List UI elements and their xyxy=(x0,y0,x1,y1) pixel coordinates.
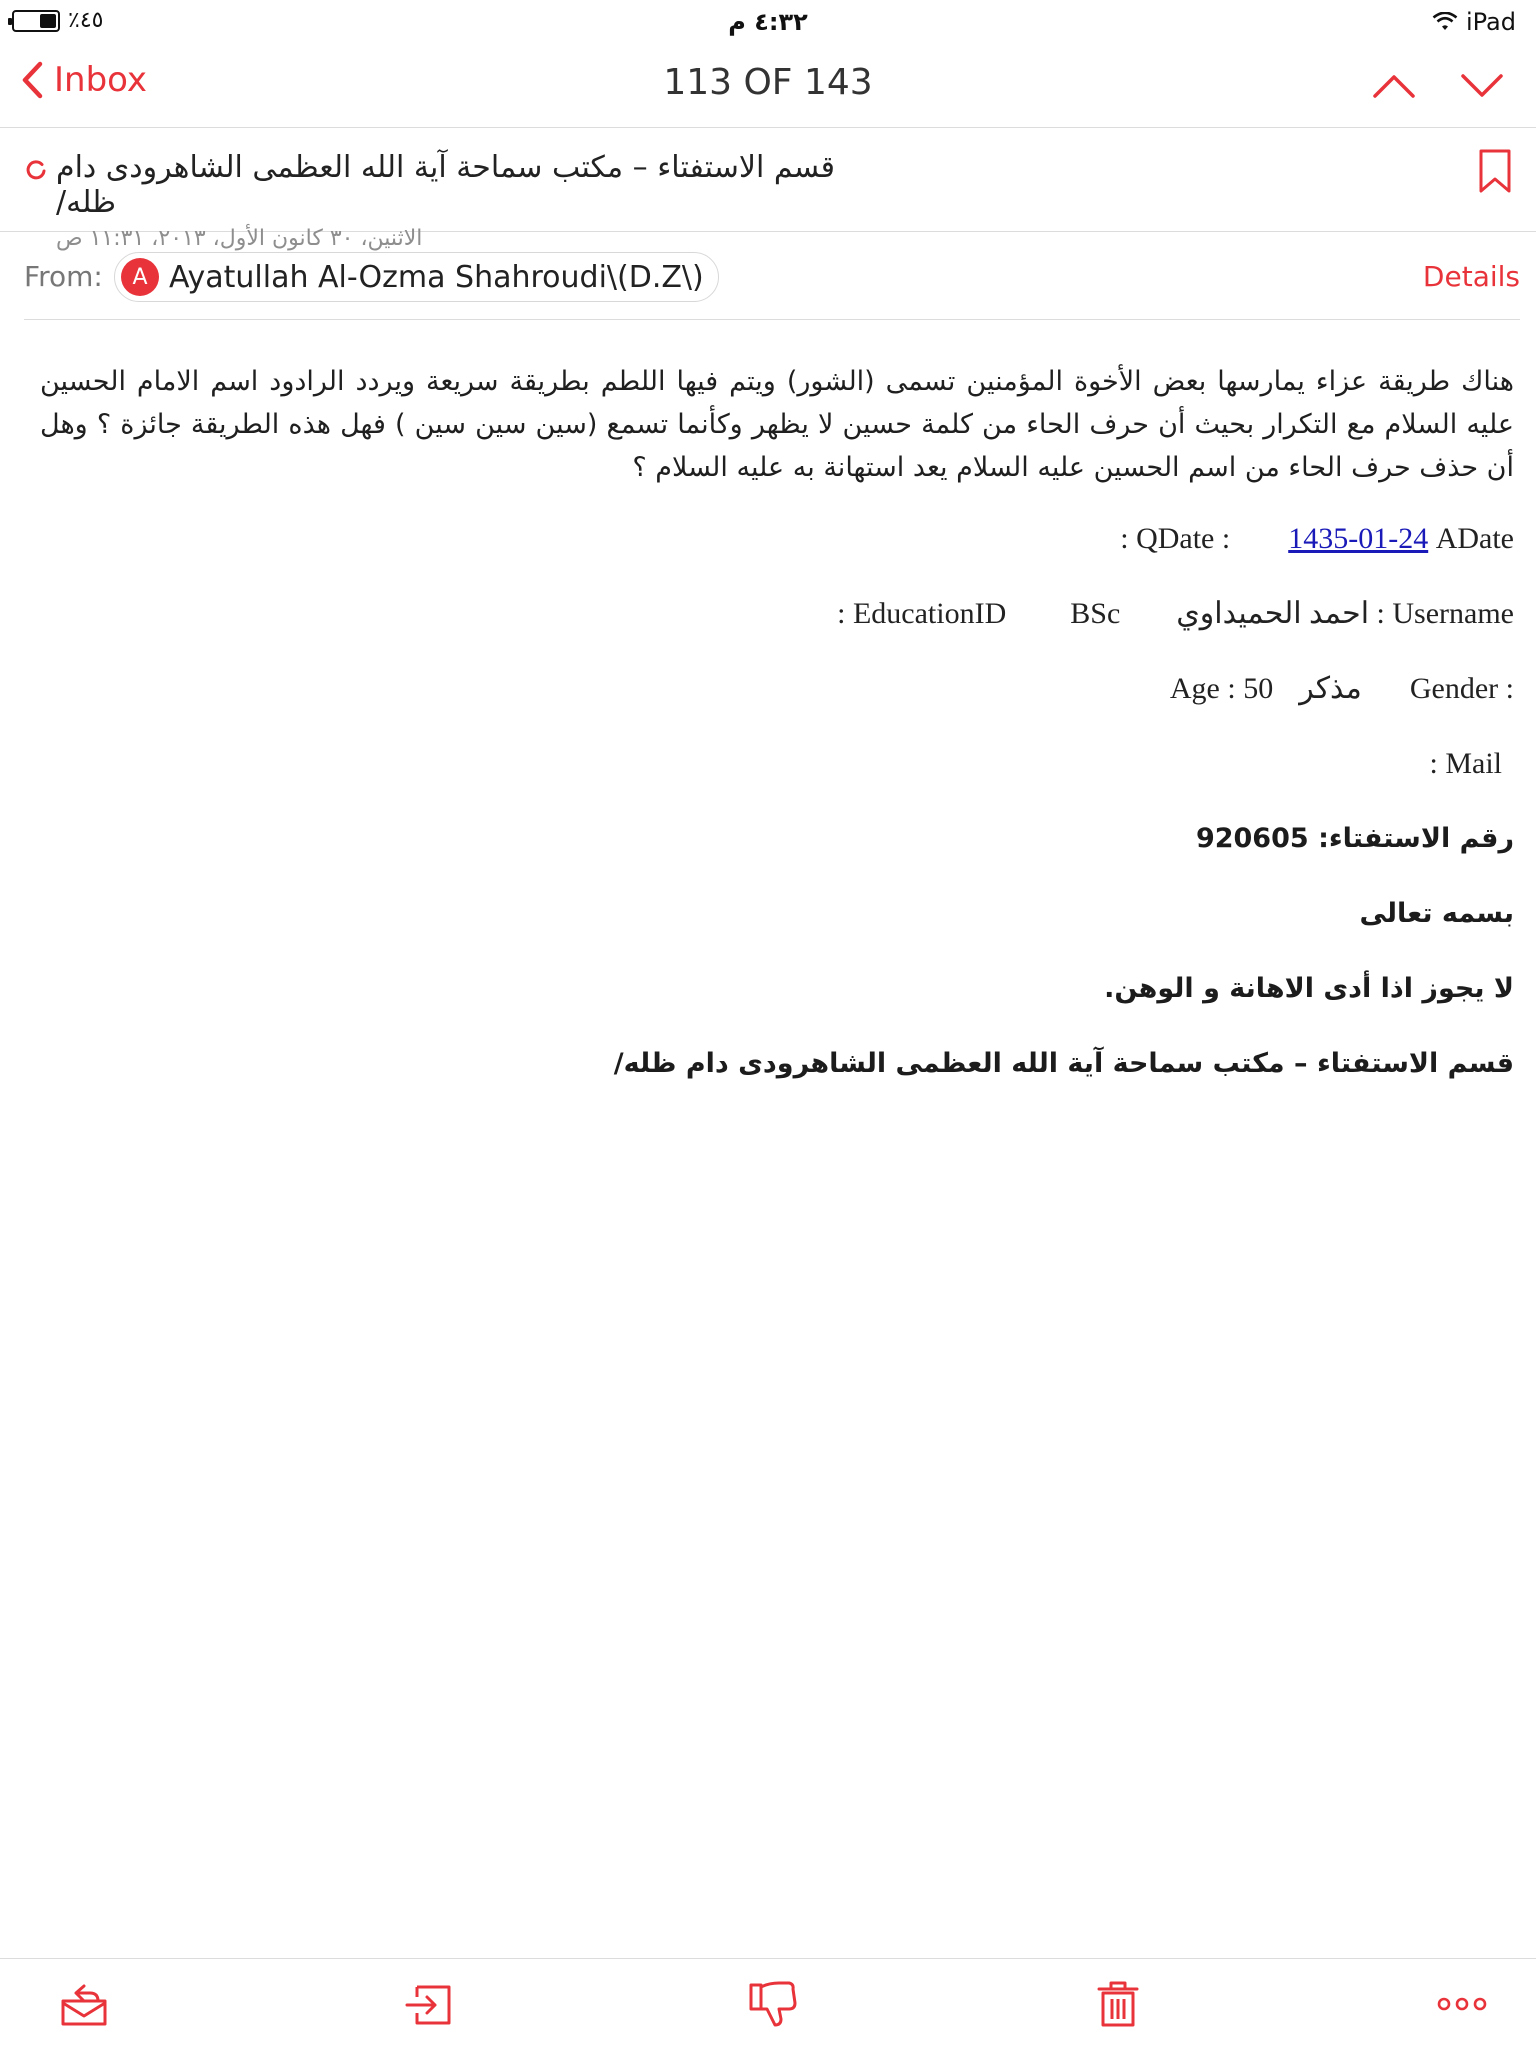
move-button[interactable] xyxy=(399,1974,459,2034)
chevron-up-icon xyxy=(1372,73,1416,99)
username-value: احمد الحميداوي xyxy=(1176,597,1370,630)
signature-line: قسم الاستفتاء – مكتب سماحة آية الله العظمى الشاهرودى دام ظله/ xyxy=(613,1048,1514,1079)
gender-line xyxy=(40,651,1514,726)
status-device xyxy=(1432,8,1516,36)
bookmark-button[interactable] xyxy=(1478,148,1512,198)
reply-all-button[interactable] xyxy=(54,1974,114,2034)
date-line xyxy=(40,501,1514,576)
email-date: الاثنين، ٣٠ كانون الأول، ٢٠١٣، ١١:٣١ ص xyxy=(56,226,423,251)
sender-chip[interactable] xyxy=(114,252,719,302)
from-row xyxy=(24,232,1520,320)
back-label: Inbox xyxy=(54,60,148,100)
mail-label: Mail : xyxy=(1429,747,1502,780)
wifi-icon xyxy=(1432,12,1458,32)
gender-value: مذكر xyxy=(1299,672,1362,705)
message-navigation xyxy=(1370,62,1506,110)
bismihi-line: بسمه تعالى xyxy=(1359,898,1514,929)
trash-icon xyxy=(1095,1979,1141,2029)
bookmark-icon xyxy=(1478,148,1512,194)
more-icon xyxy=(1436,1994,1488,2014)
sender-name: Ayatullah Al-Ozma Shahroudi\(D.Z\) xyxy=(169,259,704,295)
adate-label: ADate xyxy=(1435,522,1514,555)
status-time: ٤:٣٢ م xyxy=(728,8,808,36)
unread-indicator[interactable] xyxy=(24,158,48,186)
adate-link[interactable]: 1435-01-24 xyxy=(1288,522,1429,555)
sender-avatar: A xyxy=(121,258,159,296)
more-button[interactable] xyxy=(1432,1974,1492,2034)
battery-percent: ٪٤٥ xyxy=(68,8,104,33)
email-body xyxy=(40,360,1514,1101)
education-label: EducationID : xyxy=(837,597,1007,630)
bottom-toolbar xyxy=(0,1958,1536,2048)
age-label: Age : 50 xyxy=(1169,672,1274,705)
nav-bar xyxy=(0,42,1536,128)
email-subject: قسم الاستفتاء – مكتب سماحة آية الله العظمى الشاهرودى دام ظله/ xyxy=(56,150,835,220)
username-label: Username : xyxy=(1376,597,1514,630)
spam-button[interactable] xyxy=(743,1974,803,2034)
fatwa-number: رقم الاستفتاء: 920605 xyxy=(1195,823,1514,854)
chevron-down-icon xyxy=(1460,73,1504,99)
move-to-folder-icon xyxy=(403,1981,455,2027)
device-name: iPad xyxy=(1465,8,1516,36)
answer-text: لا يجوز اذا أدى الاهانة و الوهن. xyxy=(1104,973,1514,1004)
previous-message-button[interactable] xyxy=(1370,62,1418,110)
next-message-button[interactable] xyxy=(1458,62,1506,110)
subject-header xyxy=(0,128,1536,251)
user-line xyxy=(40,576,1514,651)
education-value: BSc xyxy=(1070,597,1121,630)
details-link[interactable]: Details xyxy=(1422,260,1520,293)
status-bar xyxy=(0,0,1536,42)
question-text: هناك طريقة عزاء يمارسها بعض الأخوة المؤمنين تسمى (الشور) ويتم فيها اللطم بطريقة سريعة ويردد الرادود اسم الامام الحسين عليه السلام مع التكرار بحيث أن حرف الحاء من كلمة حسين لا يظهر وكأنما تسمع (سين سين سين ) فهل هذه الطريقة جائزة ؟ وهل أن حذف حرف الحاء من اسم الحسين عليه السلام يعد استهانة به عليه السلام ؟ xyxy=(40,366,1514,483)
mail-line xyxy=(40,726,1514,801)
gender-label: : Gender xyxy=(1409,672,1514,705)
from-label: From: xyxy=(24,260,103,293)
thumbs-down-icon xyxy=(747,1979,799,2029)
message-position: 113 OF 143 xyxy=(663,62,873,103)
qdate-label: : QDate : xyxy=(1120,522,1231,555)
unread-circle-icon xyxy=(24,158,48,182)
reply-all-icon xyxy=(58,1981,110,2027)
trash-button[interactable] xyxy=(1088,1974,1148,2034)
